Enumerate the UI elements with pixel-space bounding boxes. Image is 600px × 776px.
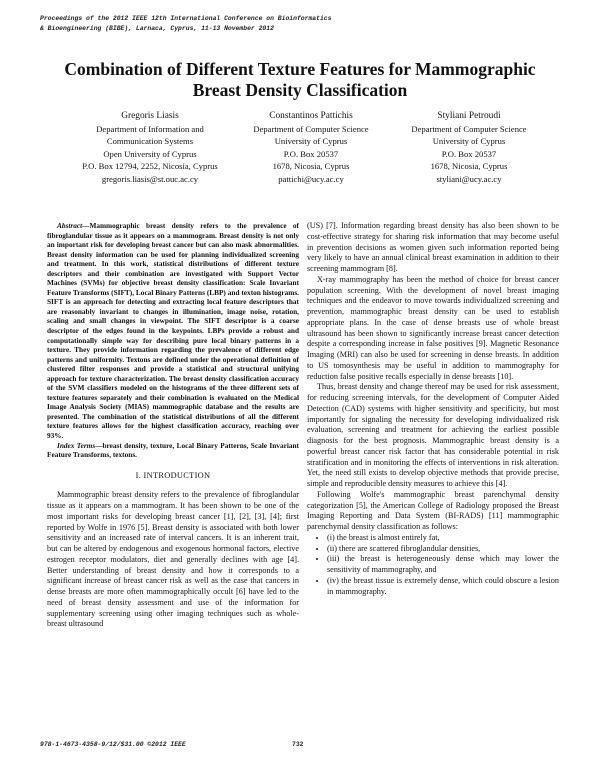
author-affiliation-line: University of Cyprus <box>274 136 348 147</box>
intro-paragraph: Mammographic breast density refers to the prevalence of fibroglandular tissue as it appears on a mammogram. It has been shown to be one of the most important risks for developing breast cancer [1], [2], [3], [4]; first reported by Wolfe in 1976 [5]. Breast density is associated with both lower sensitivity and an increased rate of interval cancers. It is an inherent trait, but can be altered by endogenous and exogenous hormonal factors, elective estrogen receptor modulators, diet and generally declines with age [4]. Better understanding of breast density and how it corresponds to a significant increase of breast cancer risk as well as the case that cancers in dense breasts are more often mammographically occult [6] have led to the need of breast density assessment and use of the information for supplementary screening using other imaging techniques such as whole-breast ultrasound <box>47 490 299 629</box>
author-affiliation-line: P.O. Box 12794, 2252, Nicosia, Cyprus <box>82 161 218 172</box>
density-category-list <box>307 533 559 598</box>
page-number: 732 <box>292 741 304 748</box>
body-paragraph: Thus, breast density and change thereof may be used for risk assessment, for reducing screening intervals, for the development of Computer Aided Detection (CAD) systems with higher sensitivity and specificity, but most importantly for signaling the necessity for developing individualized risk evaluation, screening and treatment for achieving the earliest possible diagnosis for the best prognosis. Mammographic breast density is a powerful breast cancer risk factor that has considerable potential in risk stratification and in monitoring the effects of interventions in risk alteration. Yet, the need still exists to develop objective methods that provide precise, simple and reproducible density measures to achieve this [4]. <box>307 382 559 488</box>
body-paragraph: Following Wolfe's mammographic breast parenchymal density categorization [5], the American College of Radiology proposed the Breast Imaging Reporting and Data System (BI-RADS) [11] mammographic parenchymal density classification as follows: <box>307 489 559 531</box>
abstract-label: Abstract <box>57 221 83 230</box>
paper-title: Combination of Different Texture Features for Mammographic Breast Density Classification <box>64 59 536 100</box>
author-2 <box>226 110 396 186</box>
index-terms <box>47 441 299 460</box>
author-affiliation-line: University of Cyprus <box>432 136 506 147</box>
abstract <box>47 221 299 441</box>
author-affiliation-line: 1678, Nicosia, Cyprus <box>430 161 508 172</box>
conference-header-line1: Proceedings of the 2012 IEEE 12th International Conference on Bioinformatics <box>40 15 332 22</box>
list-item: • (iv) the breast tissue is extremely dense, which could obscure a lesion in mammography. <box>327 576 559 598</box>
right-column <box>307 221 559 597</box>
author-affiliation-line: P.O. Box 20537 <box>441 148 497 159</box>
author-affiliation-line: Communication Systems <box>106 136 194 147</box>
author-affiliation-line: Department of Computer Science <box>253 123 369 134</box>
author-affiliation-line: Department of Information and <box>96 123 204 134</box>
author-affiliation-line: P.O. Box 20537 <box>283 148 339 159</box>
index-terms-text: —breast density, texture, Local Binary Patterns, Scale Invariant Feature Transforms, textons. <box>47 440 299 460</box>
list-item: • (i) the breast is almost entirely fat, <box>327 533 559 544</box>
abstract-text: —Mammographic breast density refers to the prevalence of fibroglandular tissue as it appears on a mammogram. Breast density is not only an important risk for developing breast cancer but can also mask abnormalities. Breast density information can be used for planning individualized screening and treatment. In this work, statistical distributions of different texture descriptors and their combination are investigated with Support Vector Machines (SVMs) for objective breast density classification: Scale Invariant Feature Transforms (SIFT), Local Binary Patterns (LBP) and texton histograms. SIFT is an approach for detecting and extracting local feature descriptors that are reasonably invariant to changes in illumination, image noise, rotation, scaling and small changes in viewpoint. The SIFT descriptor is a coarse descriptor of the edges found in the keypoints. LBPs provide a robust and computationally simple way for describing pure local binary patterns in a texture. They provide information regarding the prevalence of different edge patterns and uniformity. Textons are defined under the operational definition of clustered filter responses and provide a statistical and structural unifying approach for texture characterization. The breast density classification accuracy of the SVM classifiers modeled on the histograms of the three different sets of texture features separately and their combination is evaluated on the Medical Image Analysis Society (MIAS) mammographic database and the results are presented. The combination of the statistical distributions of all the different texture features allows for the highest classification accuracy, reaching over 93%. <box>47 221 299 441</box>
author-name: Styliani Petroudi <box>437 111 501 121</box>
left-column <box>47 221 299 630</box>
author-affiliation-line: Department of Computer Science <box>411 123 527 134</box>
list-item: • (iii) the breast is heterogeneously dense which may lower the sensitivity of mammography, and <box>327 554 559 576</box>
author-email: gregoris.liasis@st.ouc.ac.cy <box>101 173 199 184</box>
author-affiliation-line: 1678, Nicosia, Cyprus <box>272 161 350 172</box>
body-paragraph: X-ray mammography has been the method of choice for breast cancer population screening. With the development of novel breast imaging techniques and the endeavor to move towards individualized screening and prevention, mammographic breast density can be used to establish appropriate plans. In the case of dense breasts use of whole breast ultrasound has been shown to significantly increase breast cancer detection despite a corresponding increase in false positives [9]. Magnetic Resonance Imaging (MRI) can also be used for screening in dense breasts. In addition to US tomosynthesis may be useful in addition to mammography for reduction false positive recalls especially in dense breasts [10]. <box>307 274 559 381</box>
author-name: Constantinos Pattichis <box>269 111 353 121</box>
author-name: Gregoris Liasis <box>121 111 179 121</box>
conference-header <box>40 14 331 34</box>
author-email: styliani@ucy.ac.cy <box>436 173 502 184</box>
index-terms-label: Index Terms <box>57 440 96 450</box>
section-heading-introduction: I. INTRODUCTION <box>135 470 211 480</box>
author-affiliation-line: Open University of Cyprus <box>103 148 197 159</box>
footer-isbn: 978-1-4673-4358-9/12/$31.00 ©2012 IEEE <box>40 741 186 748</box>
body-paragraph: (US) [7]. Information regarding breast density has also been shown to be cost-effective strategy for sharing risk information that may become useful in prevention decisions as women given such information reported being very likely to have an annual clinical breast examination in addition to their screening mammogram [8]. <box>307 221 559 273</box>
author-email: pattichi@ucy.ac.cy <box>278 173 344 184</box>
list-item: • (ii) there are scattered fibroglandular densities, <box>327 544 559 555</box>
conference-header-line2: & Bioengineering (BIBE), Larnaca, Cyprus, 11-13 November 2012 <box>40 25 274 32</box>
author-3 <box>384 110 554 186</box>
author-1 <box>65 110 235 186</box>
